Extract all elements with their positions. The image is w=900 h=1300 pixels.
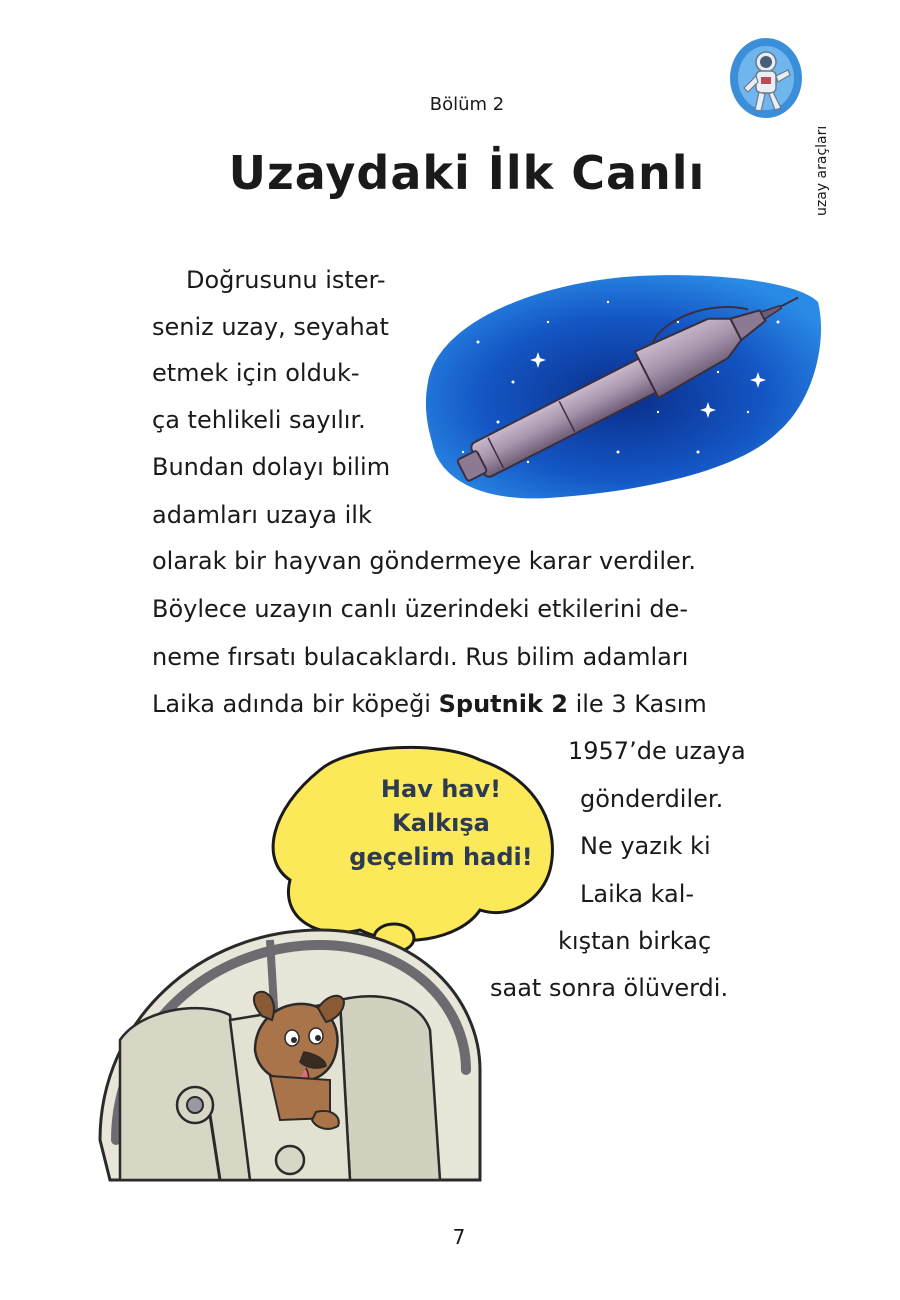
body-text-segment: Laika adında bir köpeği xyxy=(152,690,439,718)
rocket-illustration xyxy=(418,262,828,502)
body-text-line: ça tehlikeli sayılır. xyxy=(152,406,366,434)
body-text-line: saat sonra ölüverdi. xyxy=(490,974,729,1002)
body-text-line xyxy=(152,689,707,719)
body-text-line: 1957’de uzaya xyxy=(568,737,746,765)
side-tab-label: uzay araçları xyxy=(814,125,830,216)
body-text-line: adamları uzaya ilk xyxy=(152,501,372,529)
sputnik-name: Sputnik 2 xyxy=(438,690,568,718)
body-text-line: gönderdiler. xyxy=(580,785,724,813)
body-text-line: etmek için olduk- xyxy=(152,359,360,387)
body-text-segment: seniz uzay, seyahat xyxy=(152,313,389,341)
body-text-line: Laika kal- xyxy=(580,880,695,908)
body-text-line: Doğrusunu ister- xyxy=(186,266,386,294)
body-text-line: Ne yazık ki xyxy=(580,832,711,860)
body-text-line: Böylece uzayın canlı üzerindeki etkilerini de- xyxy=(152,595,689,623)
body-text-line xyxy=(152,312,402,342)
body-text-line: kıştan birkaç xyxy=(558,927,712,955)
body-text-line: Bundan dolayı bilim xyxy=(152,453,391,481)
body-text-segment: ile 3 Kasım xyxy=(567,690,707,718)
page-title: Uzaydaki İlk Canlı xyxy=(228,146,706,200)
speech-bubble-line: Kalkışa xyxy=(392,809,490,837)
body-text-line: olarak bir hayvan göndermeye karar verdiler. xyxy=(152,547,697,575)
speech-bubble-line: Hav hav! xyxy=(380,775,502,803)
speech-bubble-text xyxy=(336,772,546,874)
chapter-label: Bölüm 2 xyxy=(429,94,505,115)
body-text-line: neme fırsatı bulacaklardı. Rus bilim adamları xyxy=(152,643,689,671)
speech-bubble-line: geçelim hadi! xyxy=(349,843,533,871)
page-number: 7 xyxy=(452,1225,466,1249)
